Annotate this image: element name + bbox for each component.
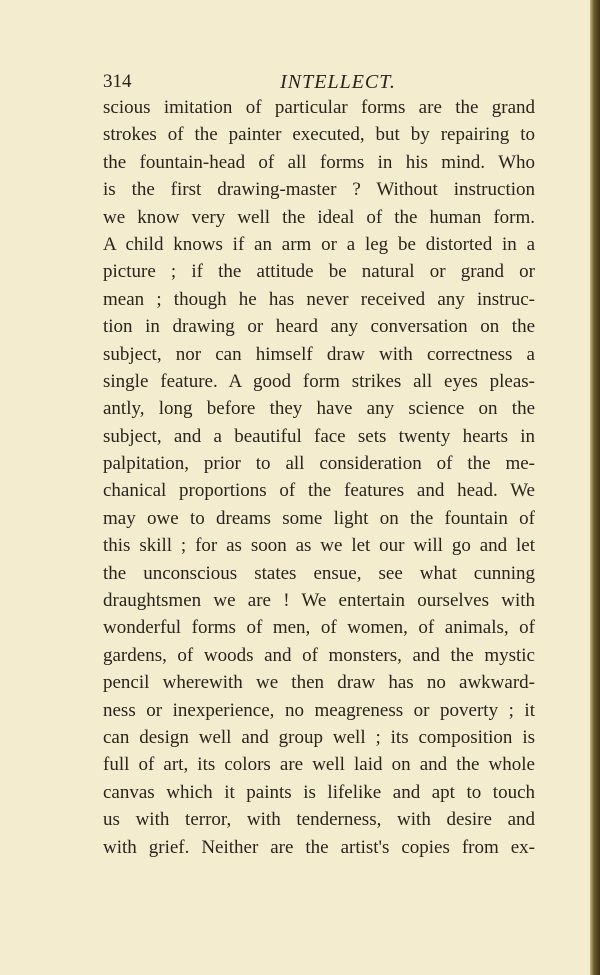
text-line: full of art, its colors are well laid on and the whole <box>103 754 535 776</box>
text-line: this skill ; for as soon as we let our will go and let <box>103 535 535 557</box>
text-line: draughtsmen we are ! We entertain ourselves with <box>103 590 535 612</box>
page-body-text <box>103 94 535 861</box>
text-line: is the first drawing-master ? Without instruction <box>103 179 535 201</box>
text-line: chanical proportions of the features and head. We <box>103 480 535 502</box>
text-line: the unconscious states ensue, see what cunning <box>103 562 535 584</box>
text-line: single feature. A good form strikes all eyes pleas- <box>103 370 535 392</box>
page-number: 314 <box>103 71 132 92</box>
text-line: antly, long before they have any science on the <box>103 398 535 420</box>
text-line: the fountain-head of all forms in his mind. Who <box>103 151 535 173</box>
text-line: we know very well the ideal of the human form. <box>103 206 535 228</box>
text-line: wonderful forms of men, of women, of animals, of <box>103 617 535 639</box>
text-line: picture ; if the attitude be natural or grand or <box>103 261 535 283</box>
text-line: pencil wherewith we then draw has no awkward- <box>103 672 535 694</box>
text-line: ness or inexperience, no meagreness or poverty ; it <box>103 699 535 721</box>
text-line: mean ; though he has never received any instruc- <box>103 288 535 310</box>
text-line: may owe to dreams some light on the fountain of <box>103 507 535 529</box>
page-edge-shadow <box>590 0 600 975</box>
running-title: INTELLECT. <box>280 71 396 93</box>
text-line: subject, nor can himself draw with correctness a <box>103 343 535 365</box>
text-line: canvas which it paints is lifelike and apt to touch <box>103 781 535 803</box>
text-line: us with terror, with tenderness, with desire and <box>103 809 535 831</box>
text-line: with grief. Neither are the artist's copies from ex- <box>103 836 535 858</box>
text-line: tion in drawing or heard any conversation on the <box>103 316 535 338</box>
text-line: A child knows if an arm or a leg be distorted in a <box>103 233 535 255</box>
text-line: palpitation, prior to all consideration of the me- <box>103 453 535 475</box>
text-line: subject, and a beautiful face sets twenty hearts in <box>103 425 535 447</box>
text-line: strokes of the painter executed, but by repairing to <box>103 124 535 146</box>
text-line: can design well and group well ; its composition is <box>103 726 535 748</box>
text-line: gardens, of woods and of monsters, and the mystic <box>103 644 535 666</box>
text-line: scious imitation of particular forms are the grand <box>103 97 535 118</box>
page-header <box>103 68 530 96</box>
